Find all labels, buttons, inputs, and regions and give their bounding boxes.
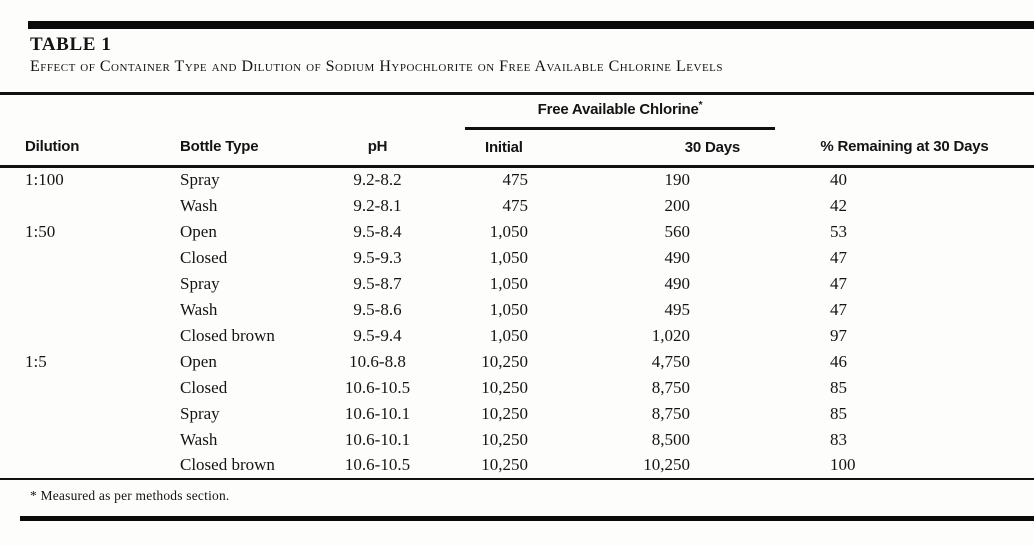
table-row (0, 245, 1034, 271)
cell-pct-remaining: 46 (830, 351, 847, 371)
table-row (0, 297, 1034, 323)
cell-bottle-type: Closed (180, 247, 228, 267)
cell-dilution: 1:100 (25, 170, 64, 190)
cell-bottle-type: Wash (180, 299, 218, 319)
cell-30-days: 200 (664, 195, 690, 215)
cell-pct-remaining: 47 (830, 273, 847, 293)
cell-initial: 10,250 (481, 377, 528, 397)
cell-initial: 10,250 (481, 351, 528, 371)
cell-ph: 9.5-9.3 (353, 247, 402, 267)
cell-initial: 10,250 (481, 455, 528, 474)
cell-initial: 475 (502, 195, 528, 215)
column-header-dilution: Dilution (0, 129, 175, 167)
table-row (0, 193, 1034, 219)
cell-ph: 10.6-10.1 (344, 429, 411, 449)
cell-dilution (0, 245, 175, 271)
cell-ph: 9.2-8.2 (353, 170, 402, 190)
cell-pct-remaining: 83 (830, 429, 847, 449)
column-header-initial: Initial (465, 129, 580, 167)
table-body (0, 167, 1034, 479)
cell-dilution (0, 297, 175, 323)
column-header-ph: pH (330, 129, 465, 167)
cell-bottle-type: Open (180, 221, 217, 241)
cell-initial: 475 (502, 170, 528, 190)
spanning-header-label: Free Available Chlorine (537, 101, 699, 118)
cell-dilution (0, 453, 175, 479)
cell-initial: 10,250 (481, 429, 528, 449)
cell-30-days: 490 (664, 247, 690, 267)
cell-bottle-type: Wash (180, 429, 218, 449)
cell-ph: 10.6-10.1 (344, 403, 411, 423)
cell-dilution (0, 375, 175, 401)
cell-dilution: 1:50 (25, 221, 56, 241)
table-row (0, 401, 1034, 427)
cell-ph: 9.5-8.4 (353, 221, 402, 241)
cell-dilution (0, 427, 175, 453)
cell-30-days: 8,750 (651, 377, 690, 397)
cell-initial: 1,050 (489, 299, 528, 319)
cell-30-days: 560 (664, 221, 690, 241)
table-row (0, 453, 1034, 479)
cell-ph: 9.5-9.4 (353, 325, 402, 345)
spanning-header-spacer-left (0, 94, 465, 129)
cell-30-days: 8,750 (651, 403, 690, 423)
column-header-bottle-type: Bottle Type (175, 129, 330, 167)
cell-dilution (0, 401, 175, 427)
top-rule (28, 21, 1034, 29)
cell-initial: 1,050 (489, 247, 528, 267)
cell-ph: 9.2-8.1 (353, 195, 402, 215)
cell-bottle-type: Closed (180, 377, 228, 397)
cell-pct-remaining: 53 (830, 221, 847, 241)
spanning-header-row (0, 94, 1034, 129)
column-header-30-days: 30 Days (580, 129, 775, 167)
cell-bottle-type: Spray (180, 403, 220, 423)
cell-bottle-type: Closed brown (180, 455, 275, 474)
spanning-header-spacer-right (775, 94, 1034, 129)
cell-initial: 1,050 (489, 325, 528, 345)
column-header-row (0, 129, 1034, 167)
table-caption: Effect of Container Type and Dilution of Sodium Hypochlorite on Free Available Chlorine Levels (30, 58, 724, 75)
cell-30-days: 490 (664, 273, 690, 293)
cell-initial: 10,250 (481, 403, 528, 423)
table-row (0, 167, 1034, 193)
cell-bottle-type: Open (180, 351, 217, 371)
cell-pct-remaining: 42 (830, 195, 847, 215)
cell-30-days: 10,250 (643, 455, 690, 474)
cell-pct-remaining: 85 (830, 403, 847, 423)
cell-pct-remaining: 85 (830, 377, 847, 397)
table-row (0, 323, 1034, 349)
chlorine-table (0, 92, 1034, 480)
cell-ph: 10.6-8.8 (349, 351, 406, 371)
cell-bottle-type: Spray (180, 273, 220, 293)
cell-pct-remaining: 47 (830, 247, 847, 267)
cell-bottle-type: Spray (180, 170, 220, 190)
cell-ph: 10.6-10.5 (344, 377, 411, 397)
footnote: * Measured as per methods section. (30, 488, 230, 503)
cell-30-days: 4,750 (651, 351, 690, 371)
cell-30-days: 190 (664, 170, 690, 190)
table-row (0, 271, 1034, 297)
cell-ph: 9.5-8.7 (353, 273, 402, 293)
cell-pct-remaining: 97 (830, 325, 847, 345)
cell-dilution (0, 193, 175, 219)
table-row (0, 219, 1034, 245)
table-row (0, 349, 1034, 375)
table-row (0, 427, 1034, 453)
cell-dilution (0, 271, 175, 297)
cell-ph: 9.5-8.6 (353, 299, 402, 319)
cell-dilution: 1:5 (25, 351, 47, 371)
cell-initial: 1,050 (489, 273, 528, 293)
cell-30-days: 1,020 (651, 325, 690, 345)
spanning-header (465, 94, 775, 129)
cell-initial: 1,050 (489, 221, 528, 241)
table-row (0, 375, 1034, 401)
cell-pct-remaining: 47 (830, 299, 847, 319)
cell-dilution (0, 323, 175, 349)
cell-30-days: 495 (664, 299, 690, 319)
column-header-pct-remaining: % Remaining at 30 Days (775, 129, 1034, 167)
cell-pct-remaining: 40 (830, 170, 847, 190)
bottom-rule (20, 516, 1034, 521)
cell-pct-remaining: 100 (830, 455, 856, 474)
table-label: TABLE 1 (30, 34, 112, 55)
footnote-marker: * (698, 100, 703, 111)
cell-ph: 10.6-10.5 (344, 455, 411, 474)
cell-bottle-type: Wash (180, 195, 218, 215)
cell-30-days: 8,500 (651, 429, 690, 449)
cell-bottle-type: Closed brown (180, 325, 275, 345)
